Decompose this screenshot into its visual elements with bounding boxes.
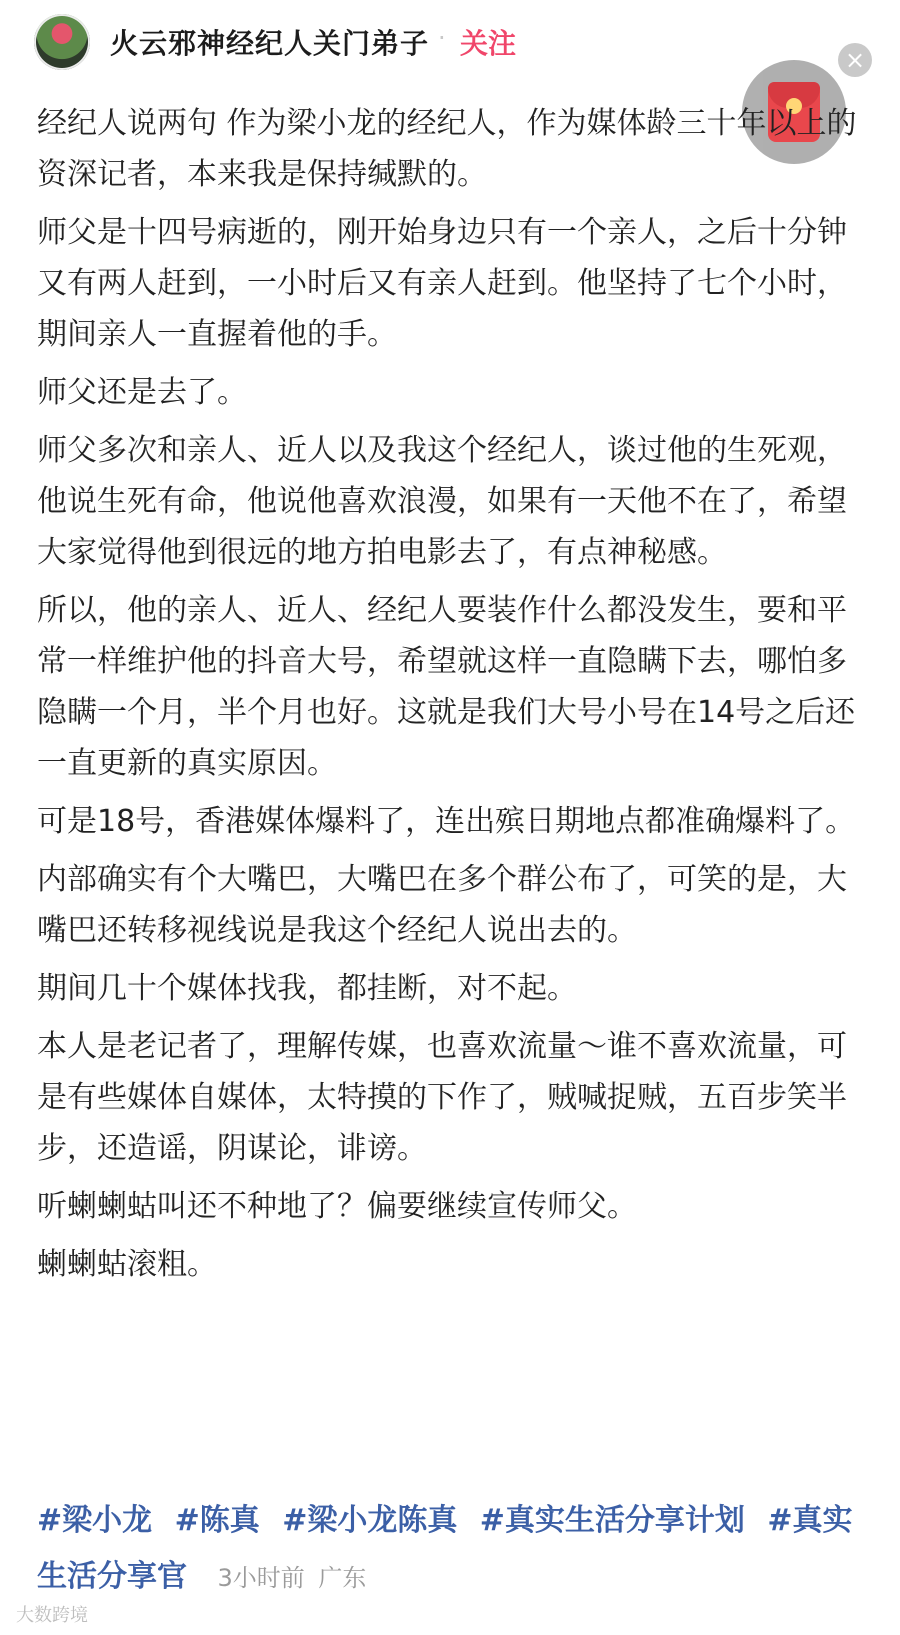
paragraph: 师父多次和亲人、近人以及我这个经纪人，谈过他的生死观，他说生死有命，他说他喜欢浪漫，如果有一天他不在了，希望大家觉得他到很远的地方拍电影去了，有点神秘感。 bbox=[37, 433, 847, 570]
post-meta bbox=[217, 1564, 372, 1592]
follow-button[interactable]: 关注 bbox=[460, 27, 517, 60]
paragraph: 师父还是去了。 bbox=[37, 375, 247, 410]
post-time: 3小时前 bbox=[217, 1564, 305, 1592]
hashtag-link[interactable]: #梁小龙 bbox=[37, 1503, 153, 1538]
paragraph: 所以，他的亲人、近人、经纪人要装作什么都没发生，要和平常一样维护他的抖音大号，希望就这样一直隐瞒下去，哪怕多隐瞒一个月，半个月也好。这就是我们大号小号在14号之后还一直更新的真实原因。 bbox=[37, 593, 856, 781]
post-content bbox=[37, 98, 867, 1297]
avatar[interactable] bbox=[34, 14, 90, 70]
hashtag-link[interactable]: #真实生活分享官 bbox=[37, 1503, 853, 1594]
paragraph: 内部确实有个大嘴巴，大嘴巴在多个群公布了，可笑的是，大嘴巴还转移视线说是我这个经纪人说出去的。 bbox=[37, 862, 847, 948]
paragraph: 本人是老记者了，理解传媒，也喜欢流量～谁不喜欢流量，可是有些媒体自媒体，太特摸的下作了，贼喊捉贼，五百步笑半步，还造谣，阴谋论，诽谤。 bbox=[37, 1029, 847, 1166]
hashtag-link[interactable]: #真实生活分享计划 bbox=[479, 1503, 745, 1538]
hashtag-link[interactable]: #梁小龙陈真 bbox=[282, 1503, 458, 1538]
separator-dot: · bbox=[438, 24, 446, 52]
watermark: 大数跨境 bbox=[16, 1605, 88, 1626]
paragraph: 听蝲蝲蛄叫还不种地了？偏要继续宣传师父。 bbox=[37, 1189, 637, 1224]
paragraph: 经纪人说两句 作为梁小龙的经纪人，作为媒体龄三十年以上的资深记者，本来我是保持缄默的。 bbox=[37, 106, 857, 192]
hashtag-list bbox=[37, 1493, 867, 1606]
author-name[interactable]: 火云邪神经纪人关门弟子 bbox=[110, 27, 430, 60]
close-icon[interactable]: × bbox=[838, 43, 872, 77]
paragraph: 可是18号，香港媒体爆料了，连出殡日期地点都准确爆料了。 bbox=[37, 804, 856, 839]
hashtag-link[interactable]: #陈真 bbox=[174, 1503, 260, 1538]
paragraph: 蝲蝲蛄滚粗。 bbox=[37, 1247, 217, 1282]
paragraph: 师父是十四号病逝的，刚开始身边只有一个亲人，之后十分钟又有两人赶到，一小时后又有亲人赶到。他坚持了七个小时，期间亲人一直握着他的手。 bbox=[37, 215, 847, 352]
paragraph: 期间几十个媒体找我，都挂断，对不起。 bbox=[37, 971, 577, 1006]
post-location: 广东 bbox=[318, 1564, 367, 1592]
